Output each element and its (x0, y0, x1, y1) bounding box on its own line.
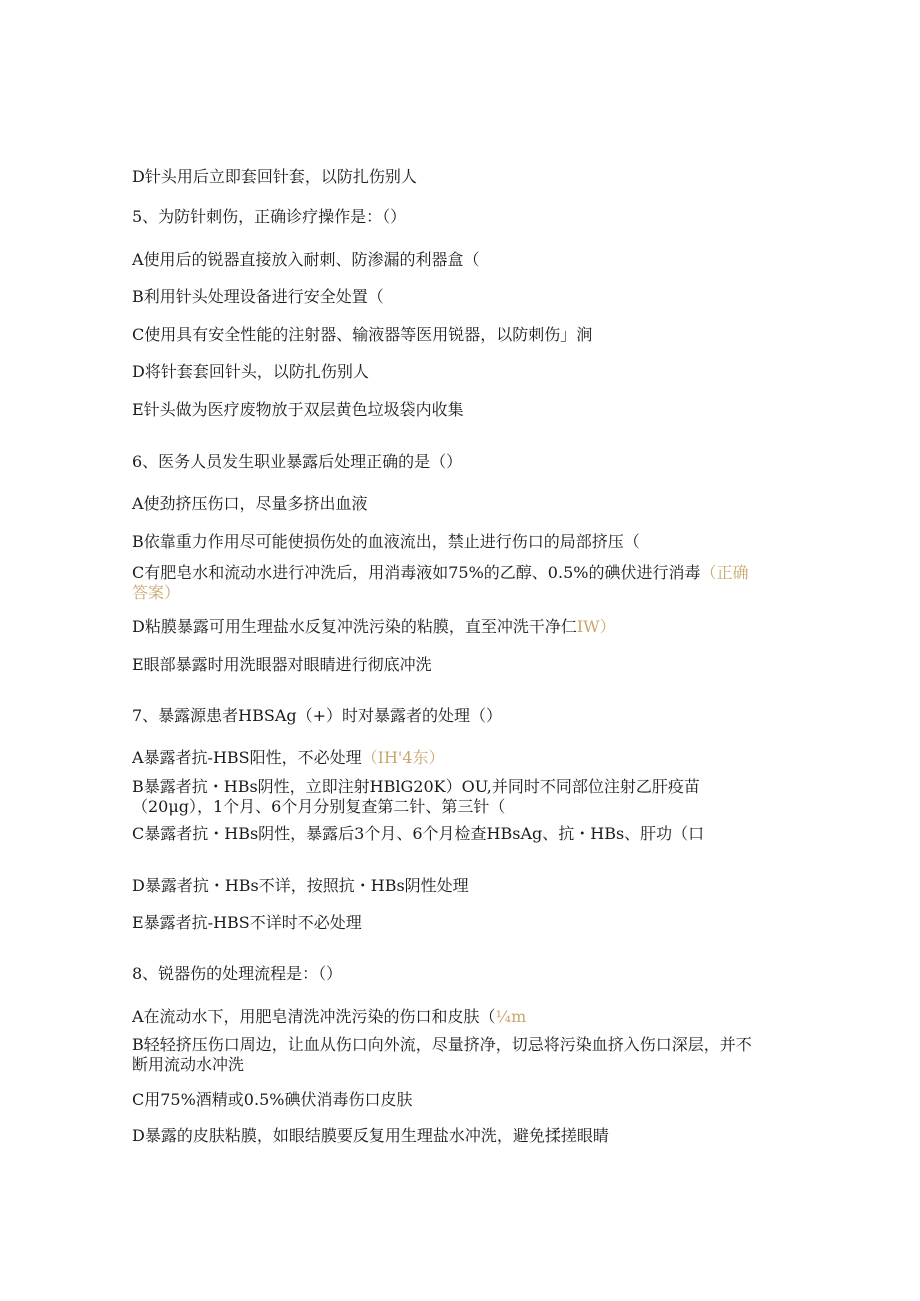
option-d-q6: D粘膜暴露可用生理盐水反复冲洗污染的粘膜，直至冲洗干净仁IW） (132, 617, 616, 636)
option-b-q8: B轻轻挤压伤口周边，让血从伤口向外流，尽量挤净，切忌将污染血挤入伤口深层，并不断用流动水冲洗 (132, 1035, 752, 1074)
question-6: 6、医务人员发生职业暴露后处理正确的是（） (132, 452, 463, 471)
option-a-q7: A暴露者抗-HBS阳性，不必处理（IH'4东） (132, 748, 445, 767)
question-5: 5、为防针刺伤，正确诊疗操作是：（） (132, 207, 407, 226)
option-b-q6: B依靠重力作用尽可能使损伤处的血液流出，禁止进行伤口的局部挤压（ (132, 532, 640, 551)
option-d-q7: D暴露者抗・HBs不详，按照抗・HBs阴性处理 (132, 876, 469, 895)
option-a-q5: A使用后的锐器直接放入耐刺、防渗漏的利器盒（ (132, 250, 480, 269)
option-b-q7: B暴露者抗・HBs阴性，立即注射HBlG20K）OU,并同时不同部位注射乙肝疫苗（20μg），1个月、6个月分别复查第二针、第三针（ (132, 777, 700, 816)
option-c-q5: C使用具有安全性能的注射器、输液器等医用锐器，以防刺伤」涧 (132, 325, 593, 344)
option-a-q6: A使劲挤压伤口，尽量多挤出血液 (132, 494, 368, 513)
option-d-q5: D将针套套回针头，以防扎伤别人 (132, 362, 369, 381)
option-c-q8: C用75%酒精或0.5%碘伏消毒伤口皮肤 (132, 1090, 413, 1109)
option-d-q8: D暴露的皮肤粘膜，如眼结膜要反复用生理盐水冲洗，避免揉搓眼睛 (132, 1126, 609, 1145)
option-e-q6: E眼部暴露时用洗眼器对眼睛进行彻底冲洗 (132, 655, 432, 674)
option-a-q8: A在流动水下，用肥皂清洗冲洗污染的伤口和皮肤（¼m (132, 1007, 527, 1026)
question-8: 8、锐器伤的处理流程是：（） (132, 964, 343, 983)
option-c-q7: C暴露者抗・HBs阴性，暴露后3个月、6个月检查HBsAg、抗・HBs、肝功（口 (132, 824, 705, 843)
option-d-q4: D针头用后立即套回针套，以防扎伤别人 (132, 167, 417, 186)
option-e-q7: E暴露者抗-HBS不详时不必处理 (132, 913, 362, 932)
question-7: 7、暴露源患者HBSAg（+）时对暴露者的处理（） (132, 706, 503, 725)
option-b-q5: B利用针头处理设备进行安全处置（ (132, 287, 384, 306)
option-e-q5: E针头做为医疗废物放于双层黄色垃圾袋内收集 (132, 400, 464, 419)
option-c-q6: C有肥皂水和流动水进行冲洗后，用消毒液如75%的乙醇、0.5%的碘伏进行消毒（正确答案） (132, 563, 749, 602)
